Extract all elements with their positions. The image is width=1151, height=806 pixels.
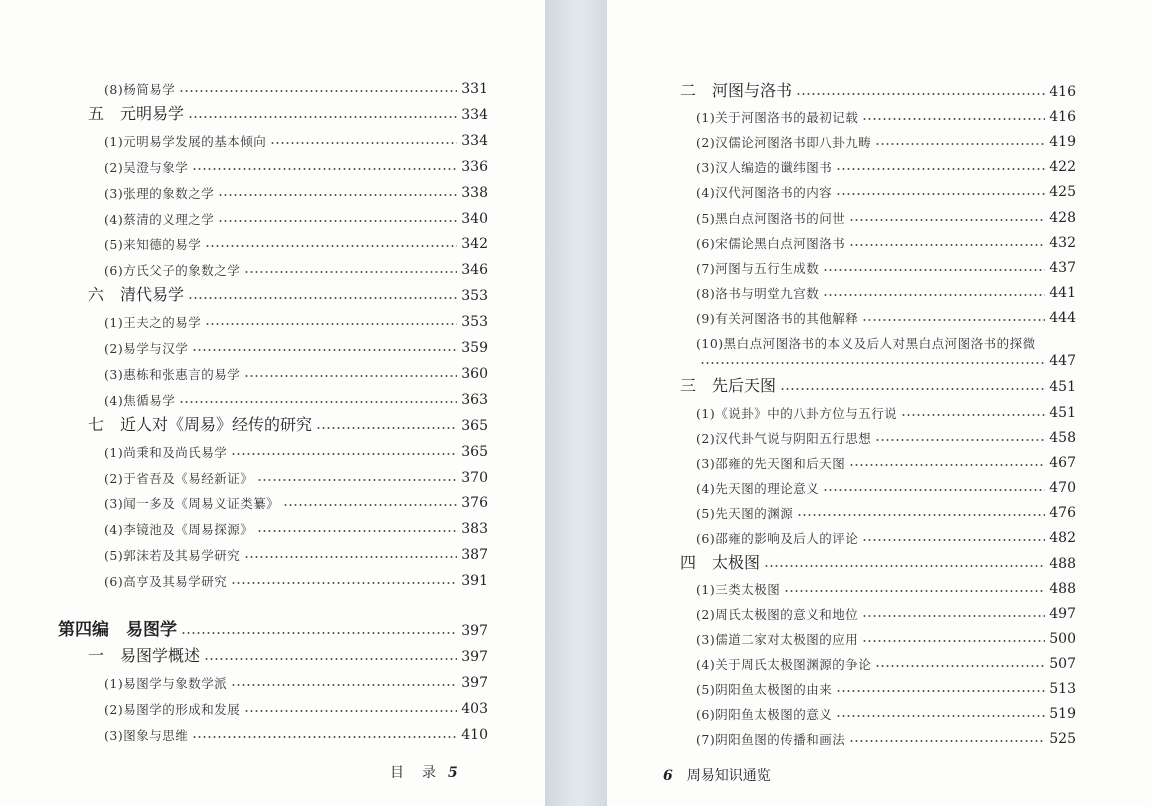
- toc-entry: [58, 202, 488, 228]
- toc-page-number: 497: [1049, 606, 1076, 622]
- toc-entry: [58, 486, 488, 512]
- toc-entry: [58, 718, 488, 744]
- toc-leader-dots: [231, 571, 457, 585]
- toc-entry-label: (3)惠栋和张惠言的易学: [104, 366, 241, 382]
- toc-entry: [58, 227, 488, 253]
- toc-entry-label: (4)汉代河图洛书的内容: [696, 185, 833, 201]
- toc-leader-dots: [205, 312, 457, 326]
- toc-entry-label: (1)关于河图洛书的最初记载: [696, 110, 859, 126]
- toc-entry-label: (1)易图学与象数学派: [104, 676, 228, 691]
- toc-entry-label: (3)闻一多及《周易义证类纂》: [104, 496, 280, 512]
- toc-entry-label: (1)《说卦》中的八卦方位与五行说: [696, 406, 898, 421]
- toc-leader-dots: [901, 403, 1045, 417]
- toc-entry: [58, 692, 488, 718]
- toc-entry-label: (7)河图与五行生成数: [696, 260, 820, 276]
- toc-entry-label: (3)邵雍的先天图和后天图: [696, 456, 846, 471]
- toc-leader-dots: [836, 157, 1045, 171]
- toc-leader-dots: [784, 579, 1045, 593]
- toc-leader-dots: [188, 286, 457, 300]
- toc-page-number: 513: [1049, 681, 1076, 697]
- toc-entry: [676, 597, 1076, 623]
- toc-entry-label: (2)于省吾及《易经新证》: [104, 470, 254, 486]
- toc-page-number: 507: [1049, 656, 1076, 672]
- toc-entry: [58, 512, 488, 538]
- toc-page-number: 342: [461, 236, 488, 253]
- toc-entry: [58, 176, 488, 202]
- toc-page-number: 488: [1049, 581, 1076, 597]
- right-page-footer: [663, 765, 771, 785]
- toc-page-number: 444: [1049, 309, 1076, 326]
- toc-entry-label: (3)汉人编造的谶纬图书: [696, 160, 833, 176]
- toc-page-number: 397: [461, 649, 488, 665]
- toc-entry-label: 四 太极图: [680, 553, 761, 572]
- toc-page-number: 488: [1049, 556, 1076, 572]
- toc-page-number: 370: [461, 469, 488, 486]
- toc-entry: [676, 344, 1076, 370]
- toc-entry: [58, 564, 488, 590]
- toc-entry: [58, 435, 488, 461]
- toc-entry-label: (1)三类太极图: [696, 582, 781, 597]
- toc-entry-label: (6)高亨及其易学研究: [104, 574, 228, 590]
- toc-entry: [676, 100, 1076, 126]
- toc-page-number: 416: [1049, 84, 1076, 100]
- toc-entry-label: (6)方氏父子的象数之学: [104, 263, 241, 279]
- right-page-number: 6: [663, 768, 673, 784]
- toc-page-number: 397: [461, 675, 488, 691]
- toc-leader-dots: [849, 729, 1045, 743]
- toc-entry: [676, 396, 1076, 422]
- left-page-footer: [390, 762, 458, 782]
- toc-entry-label: 二 河图与洛书: [680, 81, 793, 100]
- toc-entry: [676, 446, 1076, 472]
- toc-leader-dots: [849, 208, 1045, 222]
- toc-leader-dots: [231, 442, 457, 456]
- toc-entry-label: 七 近人对《周易》经传的研究: [88, 414, 313, 434]
- toc-entry-label: (4)关于周氏太极图渊源的争论: [696, 657, 872, 672]
- toc-leader-dots: [192, 338, 457, 352]
- toc-entry: [58, 538, 488, 564]
- toc-entry-label: (4)焦循易学: [104, 392, 176, 408]
- toc-entry-label: (5)郭沫若及其易学研究: [104, 548, 241, 564]
- toc-page-number: 391: [461, 573, 488, 590]
- toc-page-number: 467: [1049, 455, 1076, 471]
- toc-entry: [676, 471, 1076, 497]
- toc-entry: [58, 305, 488, 331]
- toc-entry: [676, 521, 1076, 547]
- toc-leader-dots: [257, 468, 457, 482]
- toc-leader-dots: [204, 647, 457, 661]
- toc-entry: [58, 409, 488, 435]
- toc-entry-label: (4)李镜池及《周易探源》: [104, 522, 254, 538]
- toc-entry-label: (6)阴阳鱼太极图的意义: [696, 707, 833, 722]
- toc-page-number: 416: [1049, 109, 1076, 126]
- toc-entry: [676, 75, 1076, 101]
- toc-leader-dots: [862, 604, 1045, 618]
- toc-entry: [58, 383, 488, 409]
- toc-leader-dots: [179, 79, 457, 93]
- toc-page-number: 419: [1049, 134, 1076, 151]
- toc-leader-dots: [849, 233, 1045, 247]
- toc-page-number: 353: [461, 314, 488, 331]
- toc-leader-dots: [823, 283, 1045, 297]
- toc-leader-dots: [862, 629, 1045, 643]
- toc-entry: [676, 622, 1076, 648]
- toc-page-number: 359: [461, 340, 488, 356]
- toc-leader-dots: [192, 157, 457, 171]
- left-page-number: 5: [448, 765, 458, 781]
- toc-leader-dots: [797, 503, 1045, 517]
- toc-entry: [676, 496, 1076, 522]
- toc-entry: [58, 331, 488, 357]
- toc-entry-label: (5)黑白点河图洛书的问世: [696, 210, 846, 226]
- toc-leader-dots: [836, 679, 1045, 693]
- toc-entry-label: (4)先天图的理论意义: [696, 481, 820, 496]
- toc-leader-dots: [796, 82, 1045, 96]
- toc-entry: [676, 175, 1076, 201]
- toc-entry: [58, 98, 488, 124]
- toc-entry-label: 三 先后天图: [680, 376, 777, 395]
- toc-page-number: 387: [461, 547, 488, 564]
- toc-page-number: 397: [461, 623, 488, 639]
- toc-leader-dots: [780, 377, 1045, 391]
- toc-entry: [676, 697, 1076, 723]
- toc-entry: [676, 125, 1076, 151]
- toc-leader-dots: [862, 528, 1045, 542]
- toc-leader-dots: [875, 654, 1045, 668]
- toc-page-number: 525: [1049, 731, 1076, 747]
- toc-entry-label: (3)张理的象数之学: [104, 185, 215, 201]
- toc-page-number: 458: [1049, 430, 1076, 446]
- toc-entry-label: (3)图象与思维: [104, 728, 189, 743]
- toc-entry-label: (2)易学与汉学: [104, 341, 189, 356]
- toc-entry-label: (7)阴阳鱼图的传播和画法: [696, 732, 846, 747]
- toc-page-number: 331: [461, 81, 488, 97]
- toc-entry-label: (1)王夫之的易学: [104, 315, 202, 331]
- toc-entry-label: 第四编 易图学: [58, 620, 177, 640]
- toc-entry-label: 六 清代易学: [88, 285, 185, 305]
- toc-leader-dots: [244, 364, 457, 378]
- toc-entry-label: 一 易图学概述: [88, 646, 201, 665]
- toc-page-number: 338: [461, 184, 488, 201]
- toc-entry-label: (2)汉代卦气说与阴阳五行思想: [696, 431, 872, 446]
- toc-leader-dots: [283, 493, 457, 507]
- toc-leader-dots: [244, 260, 457, 274]
- toc-entry: [676, 647, 1076, 673]
- toc-page-number: 363: [461, 391, 488, 408]
- toc-leader-dots: [231, 673, 457, 687]
- toc-leader-dots: [700, 351, 1045, 365]
- toc-page-number: 334: [461, 132, 488, 149]
- toc-entry: [676, 276, 1076, 302]
- toc-leader-dots: [218, 183, 457, 197]
- toc-entry: [58, 253, 488, 279]
- footer-word-2: 录: [422, 765, 436, 781]
- toc-leader-dots: [205, 234, 457, 248]
- toc-entry-label: (5)阴阳鱼太极图的由来: [696, 682, 833, 697]
- toc-entry-label: (3)儒道二家对太极图的应用: [696, 632, 859, 647]
- toc-page-number: 383: [461, 521, 488, 538]
- toc-entry: [58, 357, 488, 383]
- toc-page-number: 336: [461, 158, 488, 175]
- toc-entry: [676, 547, 1076, 573]
- toc-leader-dots: [181, 621, 457, 635]
- toc-entry-label: (5)来知德的易学: [104, 237, 202, 253]
- toc-entry: [676, 251, 1076, 277]
- toc-page-number: 500: [1049, 631, 1076, 647]
- toc-entry: [58, 614, 488, 640]
- toc-page-number: 340: [461, 210, 488, 227]
- toc-entry: [676, 301, 1076, 327]
- toc-leader-dots: [862, 308, 1045, 322]
- toc-entry-label: (1)尚秉和及尚氏易学: [104, 444, 228, 460]
- toc-page-number: 353: [461, 288, 488, 305]
- book-title: 周易知识通览: [686, 768, 771, 784]
- toc-page-number: 519: [1049, 706, 1076, 722]
- toc-leader-dots: [764, 554, 1045, 568]
- toc-entry-label: (2)汉儒论河图洛书即八卦九畴: [696, 135, 872, 151]
- toc-page-number: 334: [461, 106, 488, 123]
- toc-entry: [676, 370, 1076, 396]
- footer-word-1: 目: [390, 765, 404, 781]
- toc-page-number: 365: [461, 417, 488, 434]
- toc-entry: [676, 572, 1076, 598]
- toc-entry: [676, 226, 1076, 252]
- toc-page-number: 476: [1049, 505, 1076, 521]
- book-gutter: [545, 0, 607, 806]
- toc-leader-dots: [836, 704, 1045, 718]
- toc-entry: [58, 666, 488, 692]
- toc-entry-label: (10)黑白点河图洛书的本义及后人对黑白点河图洛书的探微: [696, 336, 1036, 351]
- toc-page-number: 346: [461, 262, 488, 279]
- toc-page-number: 403: [461, 701, 488, 717]
- toc-entry-label: (6)宋儒论黑白点河图洛书: [696, 235, 846, 251]
- toc-leader-dots: [218, 209, 457, 223]
- toc-leader-dots: [179, 390, 457, 404]
- toc-entry-label: (2)周氏太极图的意义和地位: [696, 607, 859, 622]
- toc-page-number: 428: [1049, 209, 1076, 226]
- toc-entry: [676, 722, 1076, 748]
- toc-entry-label: (5)先天图的渊源: [696, 506, 794, 521]
- toc-entry: [676, 150, 1076, 176]
- toc-entry: [676, 672, 1076, 698]
- toc-page-number: 360: [461, 365, 488, 382]
- toc-leader-dots: [244, 699, 457, 713]
- toc-page-number: 447: [1049, 353, 1076, 369]
- toc-entry: [58, 124, 488, 150]
- toc-page-number: 441: [1049, 284, 1076, 301]
- toc-leader-dots: [257, 519, 457, 533]
- toc-page-number: 425: [1049, 184, 1076, 201]
- toc-entry: [58, 72, 488, 98]
- toc-page-number: 432: [1049, 234, 1076, 251]
- toc-entry: [58, 279, 488, 305]
- toc-entry: [58, 461, 488, 487]
- toc-page-number: 376: [461, 495, 488, 512]
- toc-entry-label: (2)易图学的形成和发展: [104, 702, 241, 717]
- toc-page-number: 470: [1049, 480, 1076, 496]
- toc-page-number: 451: [1049, 405, 1076, 421]
- toc-leader-dots: [316, 416, 457, 430]
- toc-entry-label: (9)有关河图洛书的其他解释: [696, 310, 859, 326]
- toc-entry-label: (1)元明易学发展的基本倾向: [104, 133, 267, 149]
- toc-entry-label: (8)杨简易学: [104, 82, 176, 97]
- toc-entry: [676, 201, 1076, 227]
- toc-entry: [58, 640, 488, 666]
- toc-page-number: 482: [1049, 530, 1076, 546]
- toc-leader-dots: [188, 105, 457, 119]
- toc-page-number: 437: [1049, 259, 1076, 276]
- toc-leader-dots: [244, 545, 457, 559]
- toc-entry-label: (6)邵雍的影响及后人的评论: [696, 531, 859, 546]
- toc-entry-label: 五 元明易学: [88, 103, 185, 123]
- toc-entry: [676, 421, 1076, 447]
- toc-page-number: 422: [1049, 159, 1076, 176]
- toc-leader-dots: [192, 725, 457, 739]
- toc-entry-label: (8)洛书与明堂九宫数: [696, 285, 820, 301]
- toc-leader-dots: [849, 453, 1045, 467]
- toc-page-number: 410: [461, 727, 488, 743]
- toc-page-number: 365: [461, 443, 488, 460]
- toc-leader-dots: [836, 182, 1045, 196]
- toc-page-number: 451: [1049, 379, 1076, 395]
- toc-leader-dots: [875, 132, 1045, 146]
- toc-leader-dots: [823, 258, 1045, 272]
- toc-leader-dots: [862, 107, 1045, 121]
- toc-leader-dots: [270, 131, 457, 145]
- toc-entry: [58, 150, 488, 176]
- toc-entry-label: (4)蔡清的义理之学: [104, 211, 215, 227]
- toc-leader-dots: [823, 478, 1045, 492]
- toc-entry-label: (2)吴澄与象学: [104, 159, 189, 175]
- toc-leader-dots: [875, 428, 1045, 442]
